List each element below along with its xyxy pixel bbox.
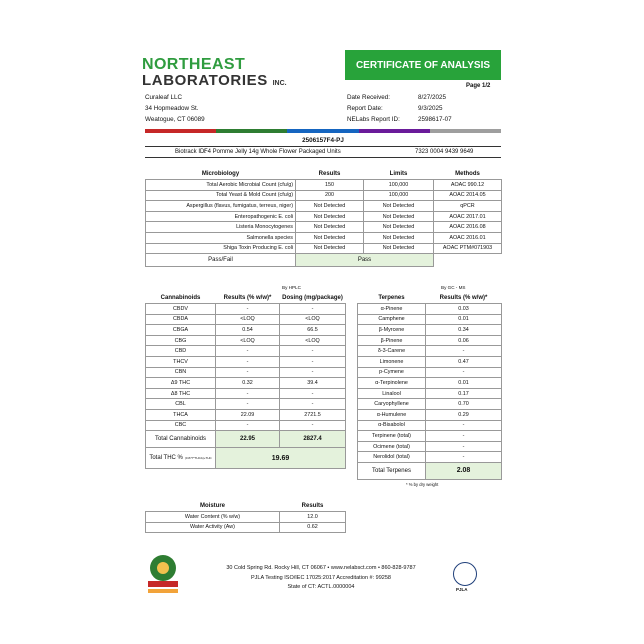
terpene-result: 0.34: [426, 325, 502, 336]
cannabinoid-result: -: [216, 420, 280, 431]
cannabinoid-name: CBD: [146, 346, 216, 357]
cannabinoids-table: [145, 292, 346, 469]
micro-method: AOAC 990.12: [434, 180, 502, 191]
moisture-header: Results: [301, 502, 324, 509]
terp-header: Terpenes: [378, 294, 405, 301]
terpene-result: 0.01: [426, 314, 502, 325]
color-band: [145, 129, 501, 133]
micro-method: AOAC PTM#071903: [434, 243, 502, 254]
moisture-result: 0.62: [280, 522, 346, 533]
cannabinoid-name: CBL: [146, 399, 216, 410]
table-row: [358, 452, 502, 463]
micro-result: 150: [296, 180, 364, 191]
pjla-logo-icon: [453, 562, 477, 586]
terpene-result: 0.06: [426, 335, 502, 346]
cannabinoid-dose: 66.5: [280, 325, 346, 336]
terpene-result: 0.29: [426, 409, 502, 420]
terpene-result: 0.01: [426, 378, 502, 389]
micro-test: Enteropathogenic E. coli: [146, 211, 296, 222]
terpene-result: -: [426, 441, 502, 452]
table-row: [146, 335, 346, 346]
table-row: [146, 399, 346, 410]
cannabinoid-dose: <LOQ: [280, 314, 346, 325]
moisture-header: Moisture: [199, 502, 225, 509]
client-street: 34 Hopmeadow St.: [145, 105, 199, 112]
table-row: [358, 335, 502, 346]
empty-cell: [434, 254, 502, 267]
cannabinoid-name: CBC: [146, 420, 216, 431]
report-id: 2598617-07: [418, 116, 452, 123]
cannabinoid-name: CBGA: [146, 325, 216, 336]
micro-result: 200: [296, 190, 364, 201]
micro-result: Not Detected: [296, 243, 364, 254]
table-row: [358, 388, 502, 399]
cannabinoid-result: 0.32: [216, 378, 280, 389]
page-number: Page 1/2: [466, 83, 491, 89]
terpenes-table: [357, 292, 502, 480]
table-row: [146, 314, 346, 325]
terpene-name: α-Pinene: [358, 304, 426, 315]
pjla-label: PJLA: [456, 587, 468, 592]
total-cannabinoids-mg: 2827.4: [280, 431, 346, 448]
biotrack-label: Biotrack ID:: [175, 149, 207, 155]
terpene-name: Limonene: [358, 356, 426, 367]
micro-limit: Not Detected: [364, 243, 434, 254]
terpene-result: 0.17: [426, 388, 502, 399]
moisture-test: Water Content (% w/w): [146, 512, 280, 523]
table-row: [146, 304, 346, 315]
cannabinoid-dose: -: [280, 367, 346, 378]
terpene-name: β-Pinene: [358, 335, 426, 346]
terpene-name: Terpinene (total): [358, 431, 426, 442]
footer-address: 30 Cold Spring Rd. Rocky Hill, CT 06067 • www.nelabsct.com • 860-828-9787: [226, 565, 416, 571]
terpene-name: α-Humulene: [358, 409, 426, 420]
micro-test: Total Aerobic Microbial Count (cfu/g): [146, 180, 296, 191]
cann-header: Dosing (mg/package): [282, 294, 343, 301]
cannabinoid-dose: 2721.5: [280, 409, 346, 420]
moisture-test: Water Activity (Aw): [146, 522, 280, 533]
total-cannabinoids-label: Total Cannabinoids: [146, 431, 216, 448]
footer-accreditation: PJLA Testing ISO/IEC 17025:2017 Accreditation #: 99258: [251, 574, 391, 581]
terpene-name: β-Myrcene: [358, 325, 426, 336]
gcms-method: By GC - MS: [441, 285, 466, 290]
terpene-name: α-Terpinolene: [358, 378, 426, 389]
microbiology-table: [145, 168, 502, 267]
cannabinoid-name: CBN: [146, 367, 216, 378]
cannabinoid-dose: -: [280, 399, 346, 410]
total-cannabinoids-pct: 22.95: [216, 431, 280, 448]
total-thc-row: [146, 448, 346, 469]
micro-test: Salmonella species: [146, 232, 296, 243]
terpene-name: Linalool: [358, 388, 426, 399]
cannabinoid-name: Δ9 THC: [146, 378, 216, 389]
sample-description: F4 Pomme Jelly 14g Whole Flower Packaged Units: [204, 149, 341, 155]
table-row: [146, 367, 346, 378]
terpene-result: -: [426, 431, 502, 442]
table-row: [358, 441, 502, 452]
table-row: [146, 378, 346, 389]
cann-header: Results (% w/w)*: [223, 294, 272, 301]
cannabinoid-result: 22.09: [216, 409, 280, 420]
terpene-name: δ-3-Carene: [358, 346, 426, 357]
moisture-result: 12.0: [280, 512, 346, 523]
footer: [196, 564, 446, 593]
cann-header: Cannabinoids: [160, 294, 201, 301]
micro-limit: Not Detected: [364, 222, 434, 233]
report-id-label: NELabs Report ID:: [347, 116, 400, 123]
terpene-name: p-Cymene: [358, 367, 426, 378]
table-row: [146, 243, 502, 254]
table-row: [146, 420, 346, 431]
client-name: Curaleaf LLC: [145, 94, 183, 101]
client-city: Weatogue, CT 06089: [145, 116, 205, 123]
logo-northeast: NORTHEAST: [142, 56, 246, 73]
terpene-name: Caryophyllene: [358, 399, 426, 410]
table-row: [358, 409, 502, 420]
received-label: Date Received:: [347, 94, 391, 101]
table-row: [146, 356, 346, 367]
cannabinoid-result: -: [216, 388, 280, 399]
cannabinoid-name: THCV: [146, 356, 216, 367]
table-row: [358, 314, 502, 325]
micro-result: Not Detected: [296, 201, 364, 212]
total-thc-label: [146, 448, 216, 469]
micro-result: Not Detected: [296, 222, 364, 233]
table-row: [146, 180, 502, 191]
micro-result: Not Detected: [296, 211, 364, 222]
badge-icon: [157, 562, 169, 574]
table-row: [146, 522, 346, 533]
table-row: [146, 211, 502, 222]
terpene-name: Camphene: [358, 314, 426, 325]
table-row: [358, 431, 502, 442]
terpene-result: -: [426, 346, 502, 357]
table-row: [358, 346, 502, 357]
badge-ribbon: [148, 589, 178, 593]
micro-header: Results: [318, 170, 341, 177]
terpene-result: 0.47: [426, 356, 502, 367]
micro-limit: Not Detected: [364, 232, 434, 243]
cannabinoid-result: 0.54: [216, 325, 280, 336]
micro-method: AOAC 2017.01: [434, 211, 502, 222]
terpene-name: Ocimene (total): [358, 441, 426, 452]
micro-limit: Not Detected: [364, 201, 434, 212]
cannabinoid-name: Δ8 THC: [146, 388, 216, 399]
date-labels: [347, 92, 400, 125]
sample-code: 2506157F4-PJ: [302, 137, 344, 144]
cannabinoid-dose: -: [280, 420, 346, 431]
table-row: [146, 388, 346, 399]
micro-method: qPCR: [434, 201, 502, 212]
footer-state: State of CT: ACTL.0000004: [287, 584, 355, 590]
cannabinoid-result: -: [216, 356, 280, 367]
certificate-title: CERTIFICATE OF ANALYSIS: [345, 50, 501, 80]
cannabinoid-result: -: [216, 399, 280, 410]
cannabinoid-dose: -: [280, 356, 346, 367]
cannabinoid-result: -: [216, 346, 280, 357]
micro-header: Microbiology: [201, 170, 240, 177]
cannabinoid-result: <LOQ: [216, 314, 280, 325]
terpene-name: α-Bisabolol: [358, 420, 426, 431]
cannabinoid-name: CBG: [146, 335, 216, 346]
micro-test: Total Yeast & Mold Count (cfu/g): [146, 190, 296, 201]
micro-limit: 100,000: [364, 180, 434, 191]
total-thc-value: 19.69: [216, 448, 346, 469]
dry-weight-note: * % by dry weight: [406, 482, 439, 487]
client-address: [145, 92, 205, 125]
table-row: [146, 346, 346, 357]
logo-laboratories: LABORATORIES INC.: [142, 72, 287, 89]
date-values: [418, 92, 452, 125]
micro-test: Shiga Toxin Producing E. coli: [146, 243, 296, 254]
terpene-result: 0.70: [426, 399, 502, 410]
pass-fail-value: Pass: [296, 254, 434, 267]
micro-header: Limits: [389, 170, 408, 177]
table-row: [358, 399, 502, 410]
biotrack-row: [145, 146, 501, 158]
table-row: [146, 190, 502, 201]
table-row: [146, 201, 502, 212]
table-row: [358, 304, 502, 315]
terpene-result: -: [426, 452, 502, 463]
micro-result: Not Detected: [296, 232, 364, 243]
badge-ribbon: [148, 581, 178, 587]
terpene-result: 0.03: [426, 304, 502, 315]
terpene-name: Nerolidol (total): [358, 452, 426, 463]
terpene-result: -: [426, 367, 502, 378]
thc-label-text: Total THC %: [149, 455, 183, 462]
cannabinoid-dose: -: [280, 346, 346, 357]
micro-test: Aspergillus (flavus, fumigatus, terreus, niger): [146, 201, 296, 212]
pass-fail-row: [146, 254, 502, 267]
cannabinoid-dose: -: [280, 304, 346, 315]
total-terpenes-label: Total Terpenes: [358, 462, 426, 479]
total-terpenes-value: 2.08: [426, 462, 502, 479]
cannabinoid-dose: -: [280, 388, 346, 399]
terp-header: Results (% w/w)*: [439, 294, 488, 301]
cannabinoid-result: <LOQ: [216, 335, 280, 346]
table-row: [358, 420, 502, 431]
hplc-method: By HPLC: [282, 285, 301, 290]
table-row: [358, 378, 502, 389]
table-row: [358, 367, 502, 378]
micro-method: AOAC 2014.05: [434, 190, 502, 201]
total-cannabinoids-row: [146, 431, 346, 448]
received-date: 8/27/2025: [418, 94, 447, 101]
biotrack-id: 7323 0004 9439 9649: [415, 149, 474, 155]
micro-limit: 100,000: [364, 190, 434, 201]
cannabinoid-name: THCA: [146, 409, 216, 420]
cannabinoid-dose: 39.4: [280, 378, 346, 389]
micro-test: Listeria Monocytogenes: [146, 222, 296, 233]
table-row: [146, 512, 346, 523]
micro-limit: Not Detected: [364, 211, 434, 222]
terpene-result: -: [426, 420, 502, 431]
micro-header: Methods: [455, 170, 480, 177]
table-row: [146, 232, 502, 243]
cannabinoid-result: -: [216, 304, 280, 315]
micro-method: AOAC 2016.08: [434, 222, 502, 233]
cannabinoid-name: CBDV: [146, 304, 216, 315]
moisture-table: [145, 500, 346, 533]
cannabinoid-result: -: [216, 367, 280, 378]
cannabinoid-dose: <LOQ: [280, 335, 346, 346]
thc-formula: (0.877*THCA)+THC: [184, 456, 212, 461]
table-row: [146, 325, 346, 336]
pass-fail-label: Pass/Fail: [146, 254, 296, 267]
table-row: [146, 409, 346, 420]
total-terpenes-row: [358, 462, 502, 479]
report-label: Report Date:: [347, 105, 383, 112]
table-row: [358, 356, 502, 367]
micro-method: AOAC 2016.01: [434, 232, 502, 243]
cannabinoid-name: CBDA: [146, 314, 216, 325]
table-row: [358, 325, 502, 336]
table-row: [146, 222, 502, 233]
report-date: 9/3/2025: [418, 105, 443, 112]
